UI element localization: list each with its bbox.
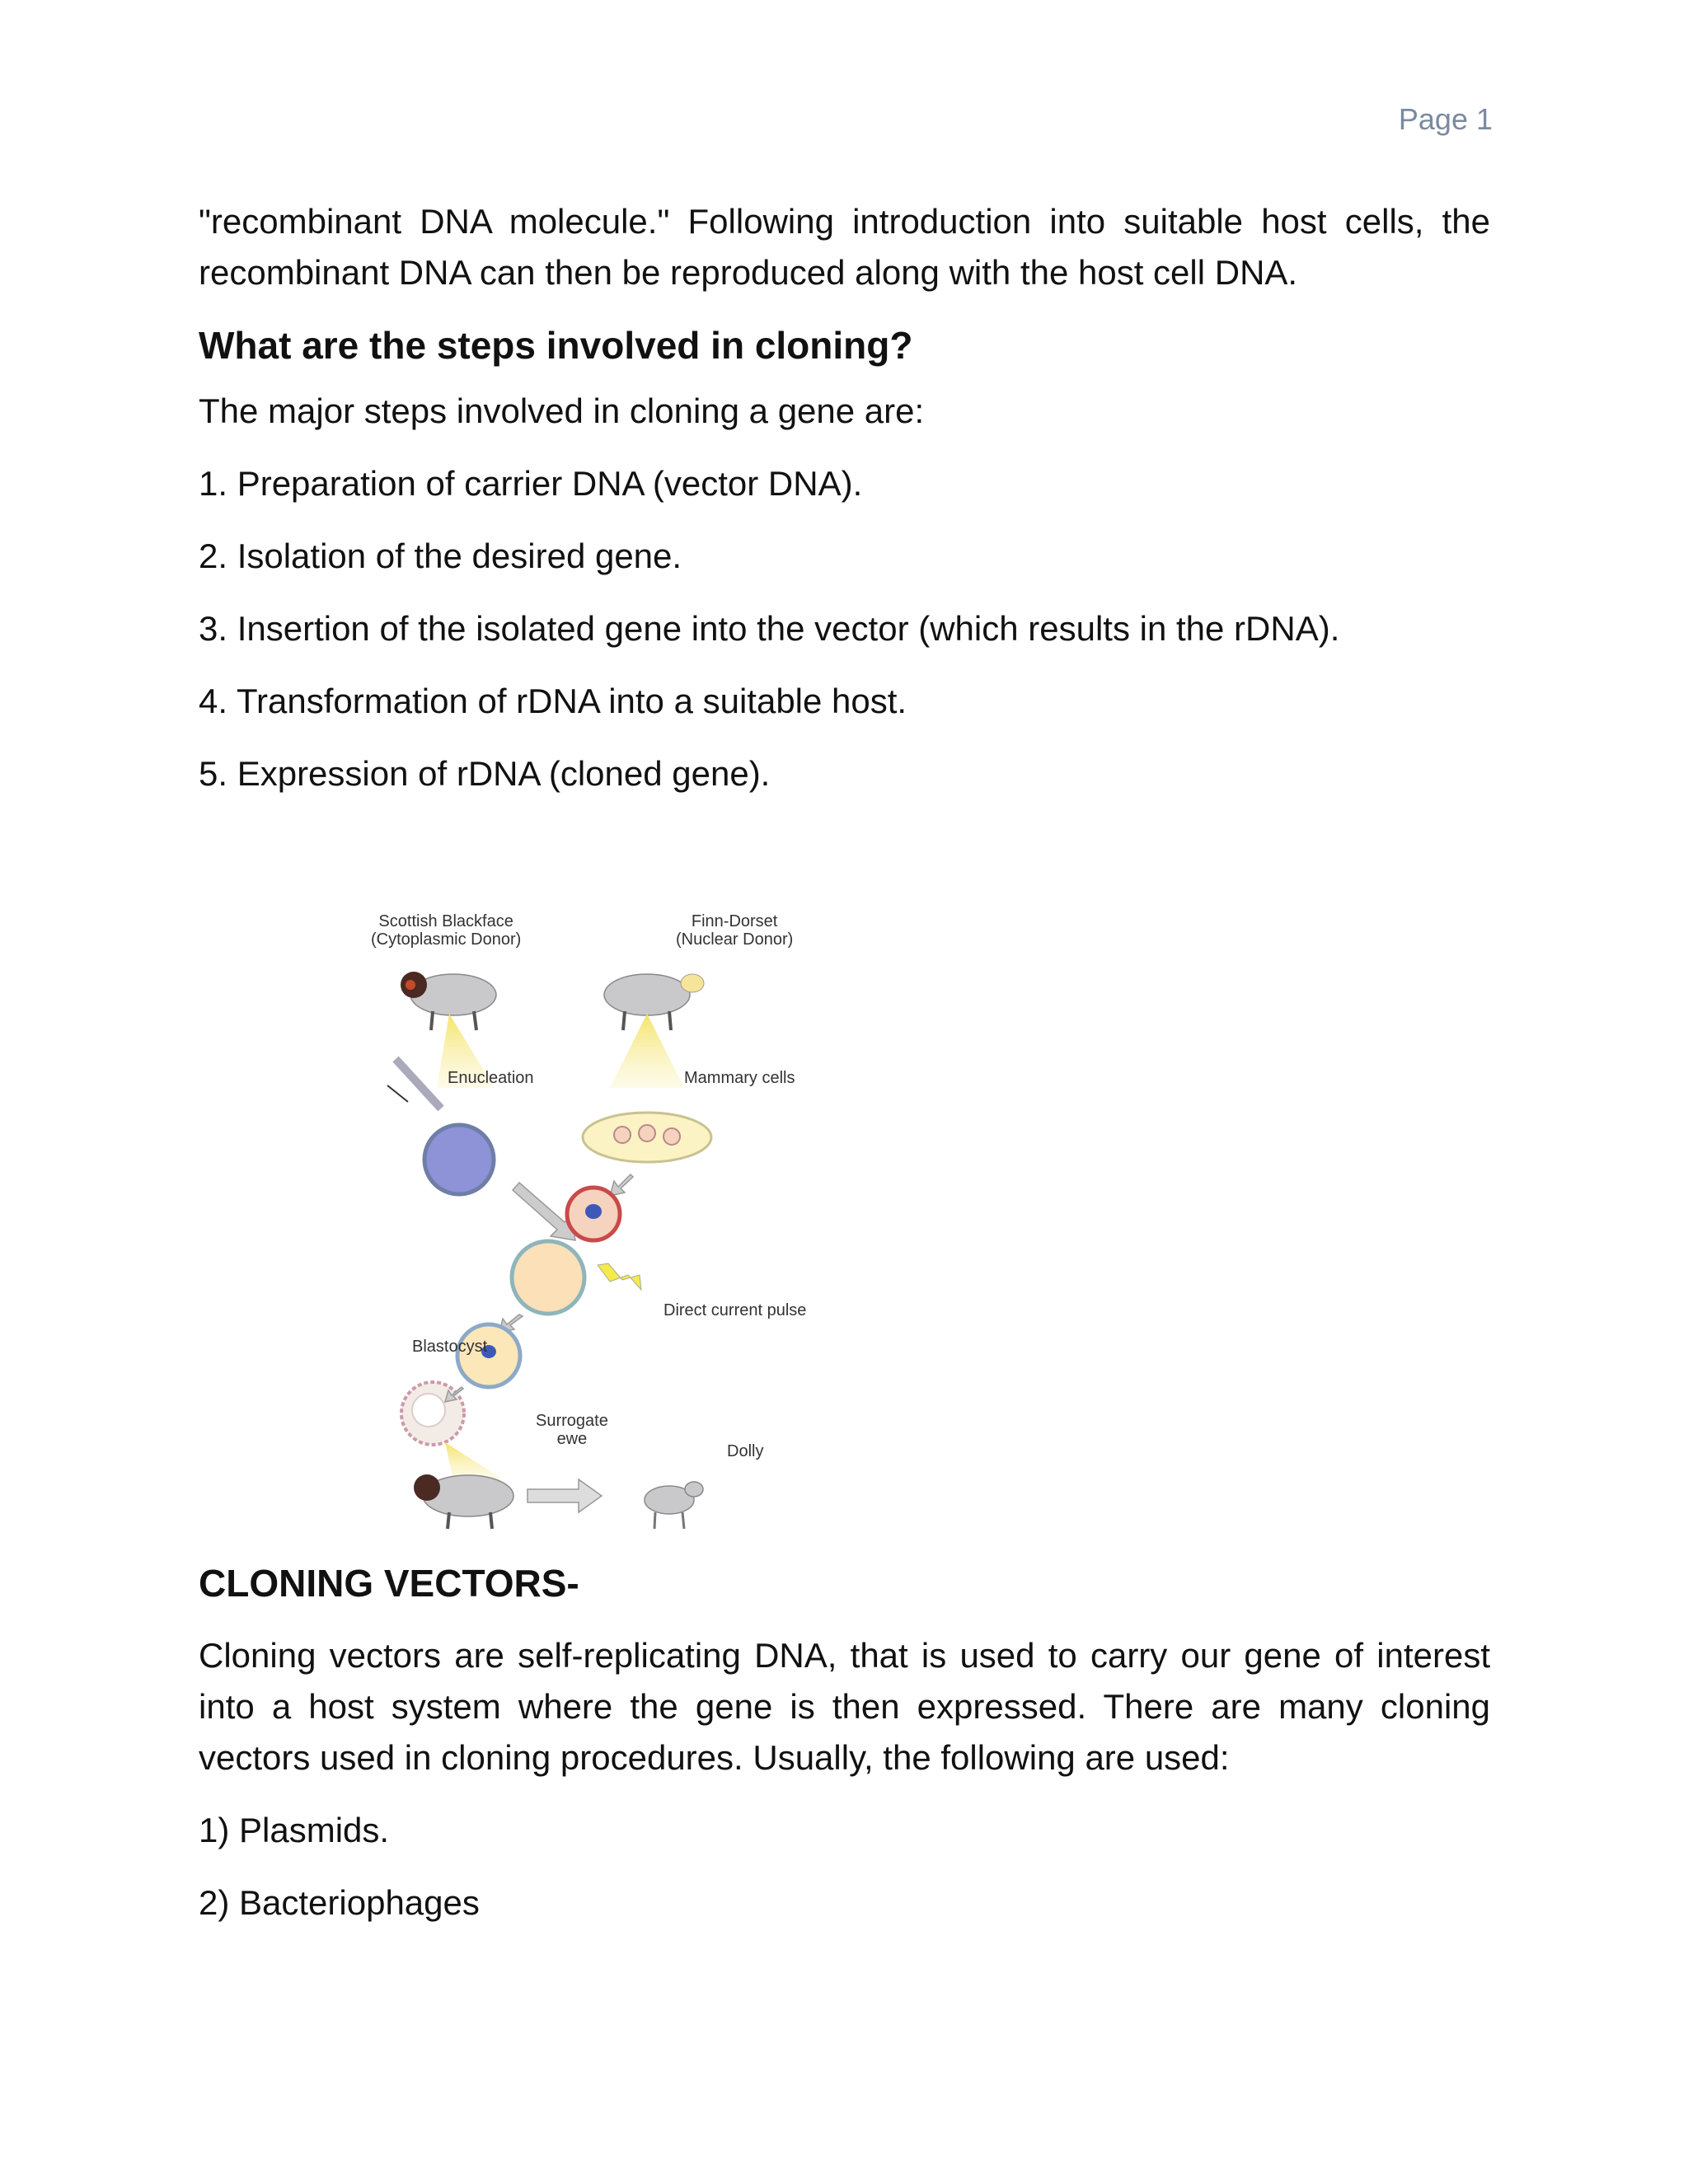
intro-paragraph: "recombinant DNA molecule." Following introduction into suitable host cells, the recombinant DNA can then be reproduced along with the host cell DNA. <box>199 202 1490 292</box>
beam-mammary <box>610 1014 684 1088</box>
label-dolly: Dolly <box>727 1442 764 1460</box>
step-item: 3. Insertion of the isolated gene into the vector (which results in the rDNA). <box>199 609 1340 648</box>
step-item: 1. Preparation of carrier DNA (vector DNA). <box>199 464 863 503</box>
steps-heading: What are the steps involved in cloning? <box>199 324 913 367</box>
dolly-lamb-icon <box>645 1482 703 1529</box>
page-number: Page 1 <box>1398 102 1493 136</box>
step-item: 4. Transformation of rDNA into a suitable host. <box>199 682 907 720</box>
fused-egg-icon <box>512 1241 584 1314</box>
step-item: 5. Expression of rDNA (cloned gene). <box>199 754 771 793</box>
lightning-icon <box>598 1263 641 1290</box>
egg-icon <box>424 1125 494 1194</box>
label-enucleation: Enucleation <box>448 1069 534 1087</box>
label-direct-current-pulse: Direct current pulse <box>663 1301 807 1319</box>
vectors-paragraph: Cloning vectors are self-replicating DNA, that is used to carry our gene of interest into a host system where the gene is then expressed. There are many cloning vectors used in cloning procedures. Usually, the following are used: <box>199 1636 1490 1777</box>
pipette-icon <box>396 1059 441 1108</box>
body-text <box>199 196 1490 821</box>
beam-surrogate <box>445 1442 503 1479</box>
vectors-list-item: 2) Bacteriophages <box>199 1883 480 1922</box>
label-blastocyst: Blastocyst <box>412 1338 488 1356</box>
cloning-figure <box>363 902 832 1537</box>
vectors-list-item: 1) Plasmids. <box>199 1811 390 1849</box>
finn-dorset-sheep-icon <box>604 974 704 1030</box>
label-mammary-cells: Mammary cells <box>684 1069 795 1087</box>
surrogate-ewe-icon <box>414 1474 513 1529</box>
vectors-section <box>199 1558 1490 1929</box>
arrow-icon <box>610 1174 633 1196</box>
label-cytoplasmic-donor: Scottish Blackface (Cytoplasmic Donor) <box>371 912 522 949</box>
steps-intro: The major steps involved in cloning a gene are: <box>199 391 925 430</box>
vectors-heading: CLONING VECTORS- <box>199 1562 579 1605</box>
label-surrogate-ewe: Surrogate ewe <box>536 1412 608 1448</box>
label-nuclear-donor: Finn-Dorset (Nuclear Donor) <box>676 912 794 949</box>
arrow-icon <box>528 1479 602 1512</box>
step-item: 2. Isolation of the desired gene. <box>199 537 682 575</box>
